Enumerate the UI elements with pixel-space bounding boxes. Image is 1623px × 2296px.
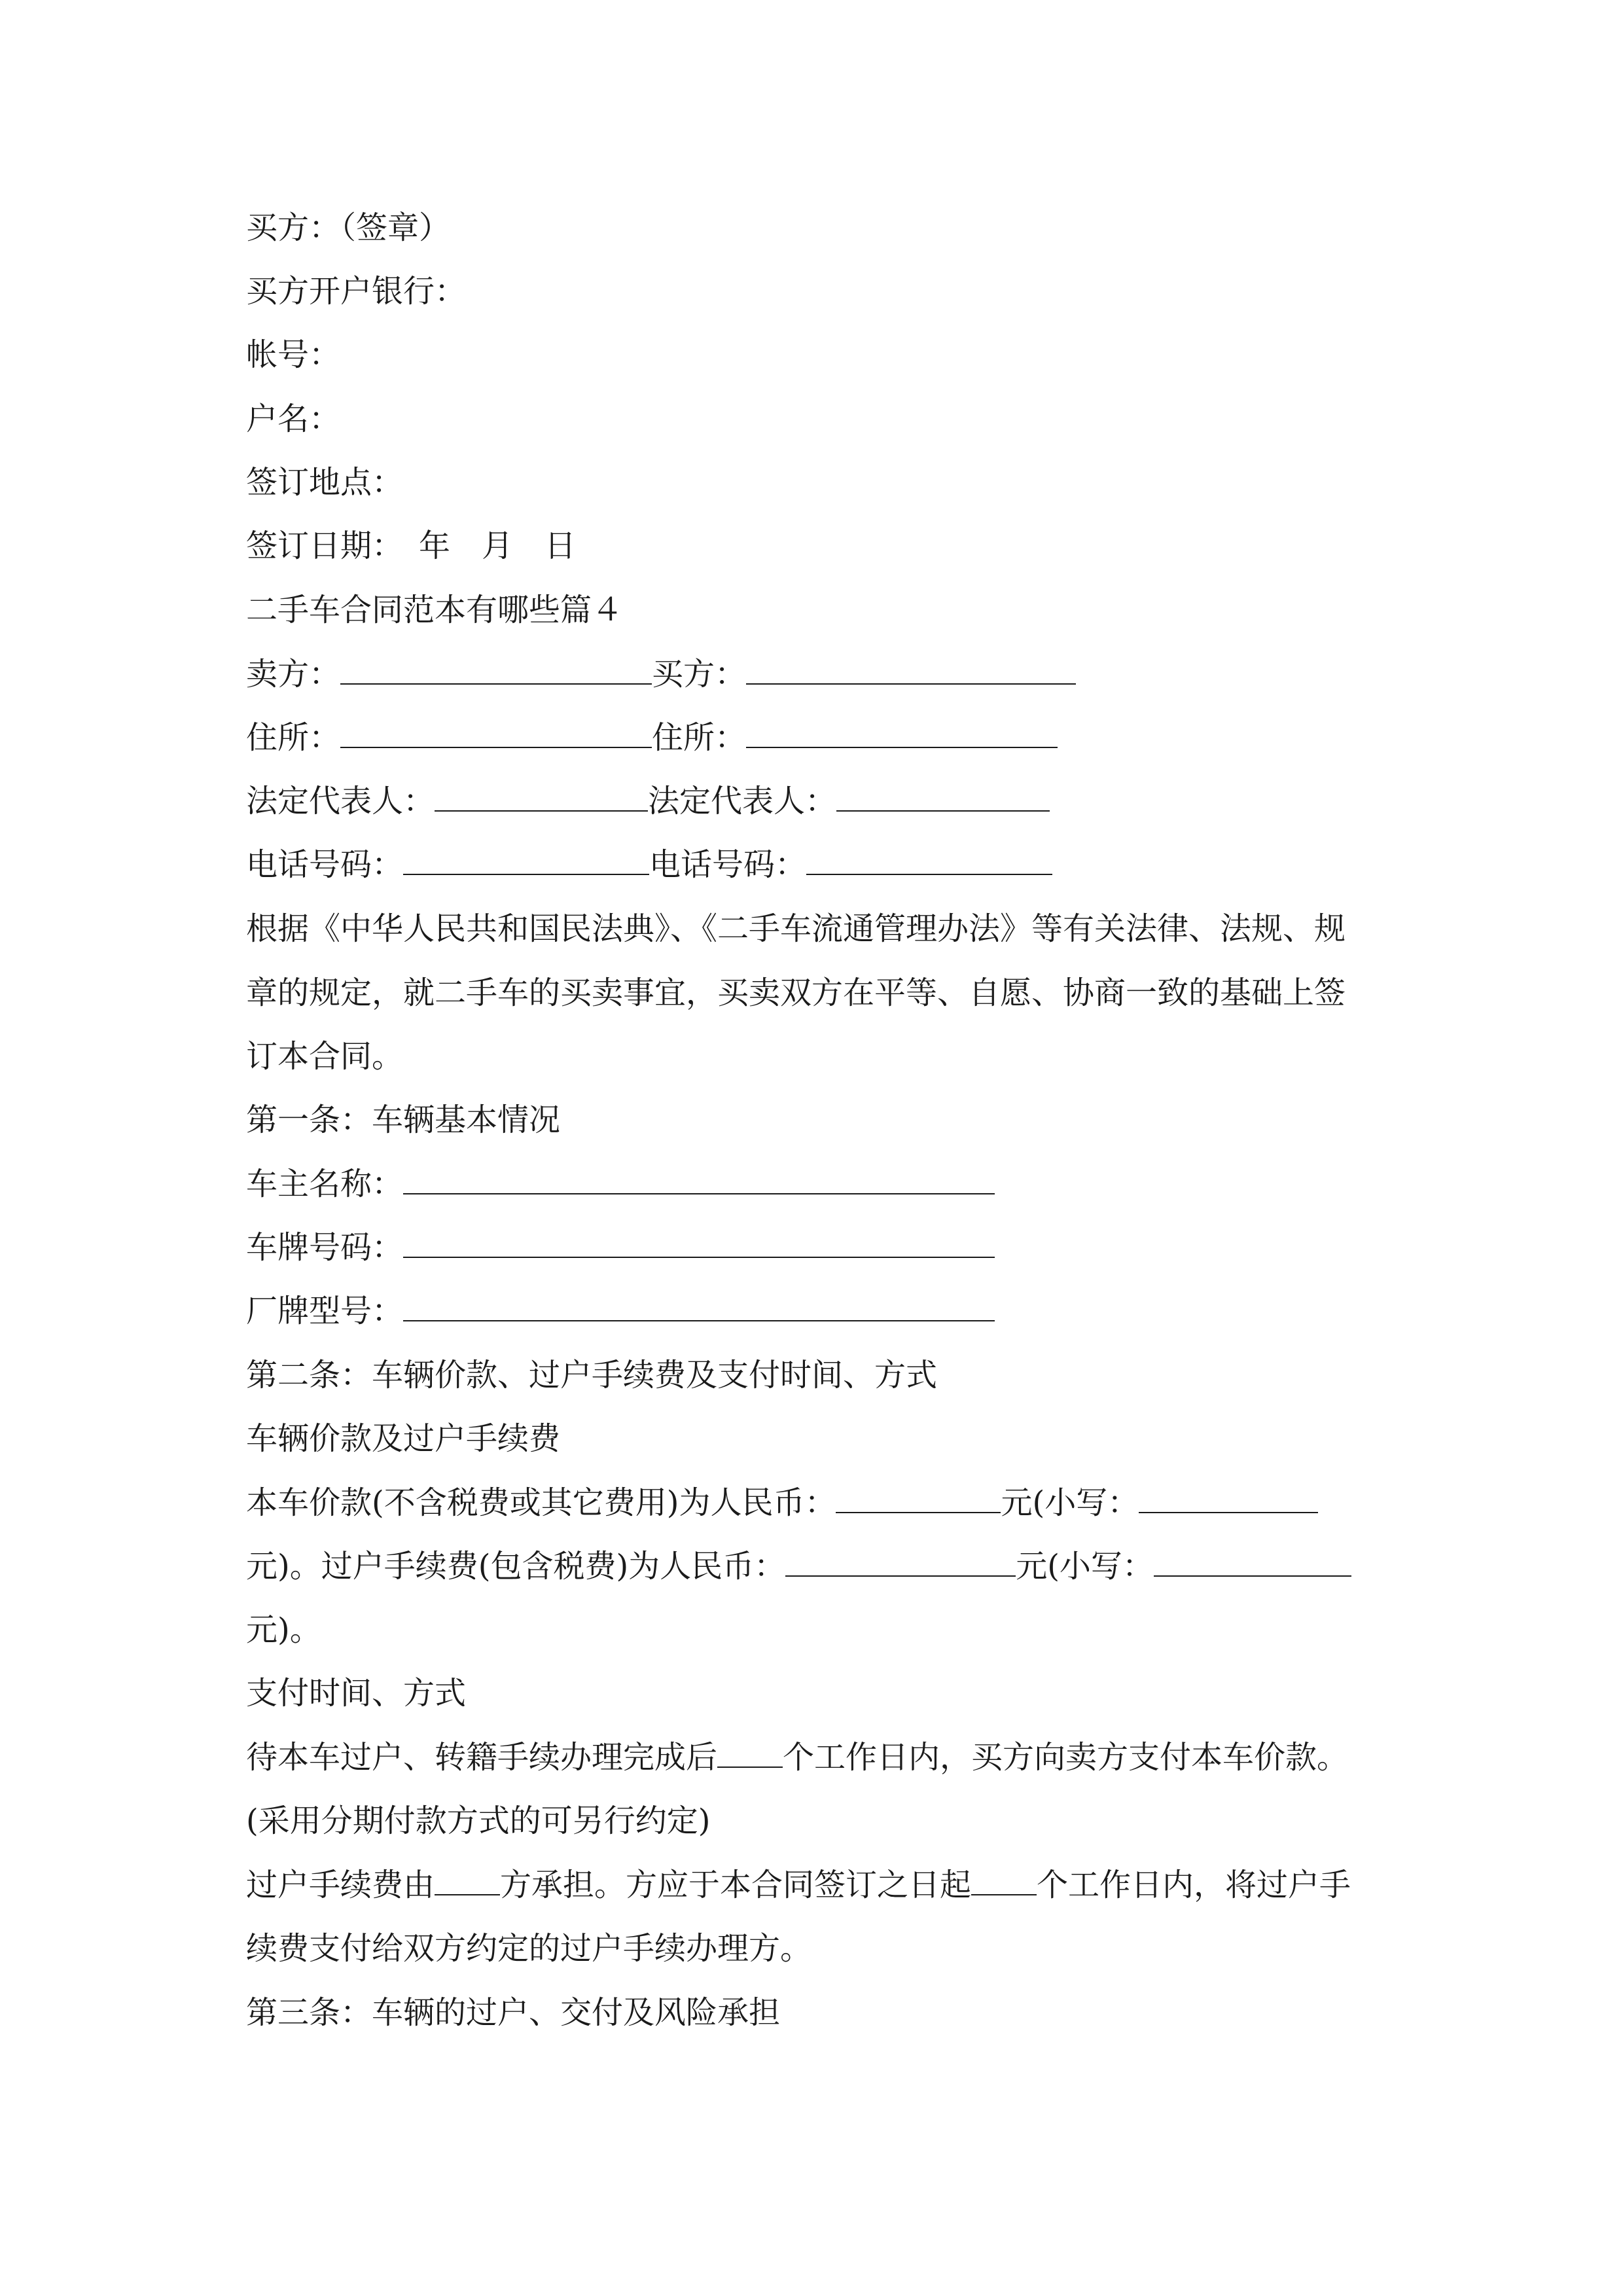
signing-place-label: 签订地点： bbox=[246, 464, 404, 501]
transfer-fee-blank bbox=[785, 1547, 1016, 1577]
transfer-fee-lowercase-blank bbox=[1154, 1547, 1351, 1577]
signing-date-label: 签订日期： 年 月 日 bbox=[246, 528, 577, 564]
buyer-blank bbox=[746, 655, 1076, 685]
model-label: 厂牌型号： bbox=[246, 1293, 404, 1329]
plate-number-blank bbox=[403, 1228, 995, 1258]
model-line bbox=[246, 1291, 995, 1331]
seller-phone-label: 电话号码： bbox=[246, 846, 404, 883]
price-blank bbox=[836, 1483, 1001, 1513]
signing-date-line bbox=[246, 526, 576, 565]
preamble-line-3 bbox=[246, 1037, 403, 1076]
fee-bearer-blank bbox=[435, 1865, 500, 1895]
address-line bbox=[246, 718, 1058, 757]
section-title bbox=[246, 590, 623, 630]
payment-heading bbox=[246, 1674, 466, 1713]
seller-phone-blank bbox=[403, 845, 649, 875]
fee-bearer-text-c: 个工作日内，将过户手 bbox=[1037, 1867, 1351, 1903]
plate-number-line bbox=[246, 1228, 995, 1267]
seller-legal-rep-blank bbox=[435, 781, 648, 812]
phone-line bbox=[246, 845, 1052, 884]
preamble-line-1 bbox=[246, 909, 1346, 948]
account-number-label: 帐号： bbox=[246, 336, 341, 373]
payment-days-blank bbox=[717, 1738, 783, 1768]
buyer-bank-label: 买方开户银行： bbox=[246, 273, 467, 310]
price-fee-title: 车辆价款及过户手续费 bbox=[246, 1420, 561, 1457]
price-label: 本车价款(不含税费或其它费用)为人民币： bbox=[246, 1484, 836, 1521]
payment-terms-text-b: 个工作日内，买方向卖方支付本车价款。 bbox=[783, 1739, 1349, 1776]
payment-title: 支付时间、方式 bbox=[246, 1675, 467, 1712]
seller-address-label: 住所： bbox=[246, 719, 341, 756]
article-1-title: 第一条：车辆基本情况 bbox=[246, 1102, 561, 1138]
fee-bearer-text-b: 方承担。方应于本合同签订之日起 bbox=[500, 1867, 972, 1903]
buyer-label: 买方： bbox=[652, 656, 747, 692]
preamble-text-2: 章的规定，就二手车的买卖事宜，买卖双方在平等、自愿、协商一致的基础上签 bbox=[246, 975, 1346, 1011]
installment-note-line bbox=[246, 1801, 710, 1840]
section-title-text: 二手车合同范本有哪些篇４ bbox=[246, 592, 624, 628]
fee-payment-line bbox=[246, 1929, 812, 1968]
transfer-fee-label: 元)。过户手续费(包含税费)为人民币： bbox=[246, 1548, 786, 1585]
buyer-address-blank bbox=[746, 718, 1058, 748]
account-name-label: 户名： bbox=[246, 401, 341, 437]
owner-name-blank bbox=[403, 1164, 995, 1194]
transfer-fee-end-text: 元)。 bbox=[246, 1611, 321, 1648]
article-1-heading bbox=[246, 1100, 560, 1139]
buyer-phone-blank bbox=[806, 845, 1052, 875]
fee-payment-text: 续费支付给双方约定的过户手续办理方。 bbox=[246, 1930, 812, 1967]
price-lowercase-blank bbox=[1139, 1483, 1318, 1513]
signing-place-line bbox=[246, 463, 403, 502]
buyer-bank-line bbox=[246, 272, 466, 311]
preamble-text-1: 根据《中华人民共和国民法典》、《二手车流通管理办法》等有关法律、法规、规 bbox=[246, 910, 1346, 947]
seller-blank bbox=[340, 655, 652, 685]
owner-name-line bbox=[246, 1164, 995, 1204]
installment-note-text: (采用分期付款方式的可另行约定) bbox=[246, 1803, 711, 1839]
fee-bearer-line bbox=[246, 1865, 1351, 1905]
price-fee-heading bbox=[246, 1419, 560, 1458]
buyer-signature-line bbox=[246, 208, 450, 247]
account-name-line bbox=[246, 399, 340, 439]
buyer-legal-rep-label: 法定代表人： bbox=[648, 783, 837, 819]
seller-legal-rep-label: 法定代表人： bbox=[246, 783, 435, 819]
seller-buyer-line bbox=[246, 655, 1076, 694]
preamble-text-3: 订本合同。 bbox=[246, 1038, 404, 1075]
plate-number-label: 车牌号码： bbox=[246, 1229, 404, 1266]
seller-address-blank bbox=[340, 718, 652, 748]
buyer-address-label: 住所： bbox=[652, 719, 747, 756]
buyer-legal-rep-blank bbox=[836, 781, 1050, 812]
payment-terms-line bbox=[246, 1738, 1348, 1777]
article-3-title: 第三条：车辆的过户、交付及风险承担 bbox=[246, 1994, 781, 2031]
article-3-heading bbox=[246, 1993, 780, 2032]
transfer-fee-end-line bbox=[246, 1610, 321, 1649]
account-number-line bbox=[246, 335, 340, 374]
legal-rep-line bbox=[246, 781, 1050, 821]
transfer-fee-lowercase-label: 元(小写： bbox=[1016, 1548, 1154, 1585]
transfer-fee-line bbox=[246, 1547, 1351, 1586]
fee-bearer-text-a: 过户手续费由 bbox=[246, 1867, 435, 1903]
seller-label: 卖方： bbox=[246, 656, 341, 692]
price-line bbox=[246, 1483, 1318, 1522]
price-lowercase-label: 元(小写： bbox=[1001, 1484, 1139, 1521]
fee-days-blank bbox=[971, 1865, 1037, 1895]
payment-terms-text-a: 待本车过户、转籍手续办理完成后 bbox=[246, 1739, 718, 1776]
owner-name-label: 车主名称： bbox=[246, 1166, 404, 1202]
preamble-line-2 bbox=[246, 973, 1346, 1013]
buyer-signature-label: 买方：（签章） bbox=[246, 209, 451, 246]
model-blank bbox=[403, 1291, 995, 1321]
article-2-heading bbox=[246, 1355, 937, 1395]
buyer-phone-label: 电话号码： bbox=[649, 846, 807, 883]
article-2-title: 第二条：车辆价款、过户手续费及支付时间、方式 bbox=[246, 1357, 938, 1393]
